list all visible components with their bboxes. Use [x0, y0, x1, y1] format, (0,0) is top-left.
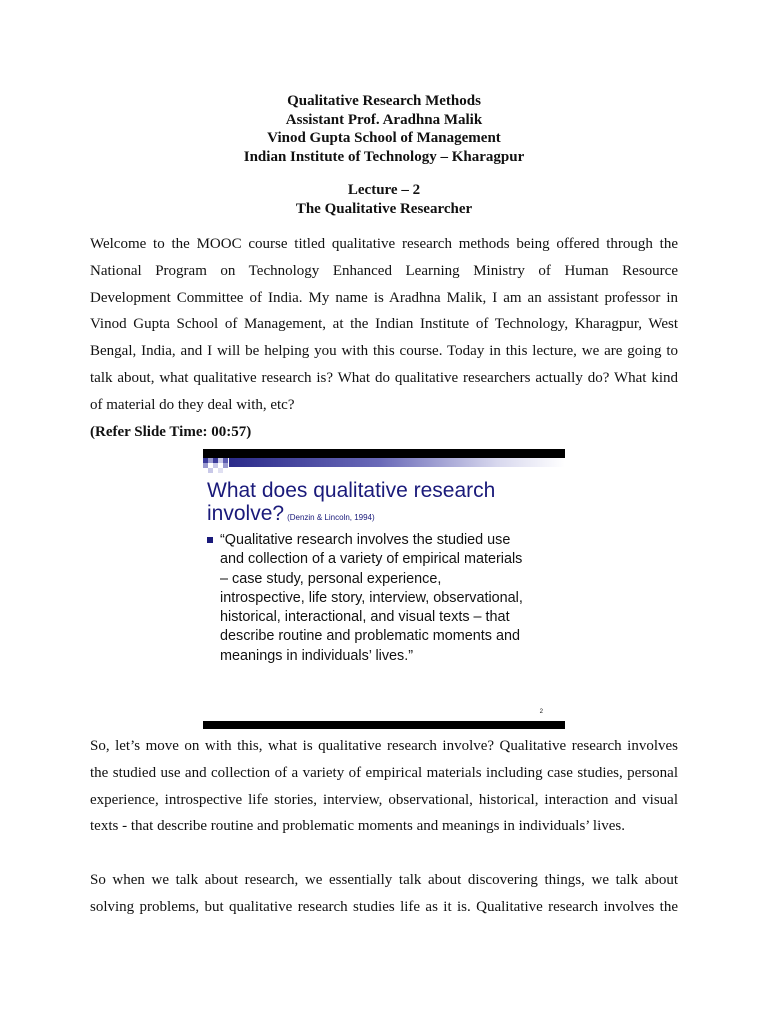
text-line: solving problems, but qualitative research studies life as it is. Qualitative research involves the	[90, 898, 678, 915]
slide-citation: (Denzin & Lincoln, 1994)	[287, 513, 375, 522]
slide-decoration-squares	[203, 458, 233, 478]
quote-line: meanings in individuals’ lives.”	[220, 647, 414, 664]
deco-square	[218, 468, 223, 473]
text-line: Vinod Gupta School of Management, at the Indian Institute of Technology, Kharagpur, West	[90, 316, 678, 333]
text-line: Welcome to the MOOC course titled qualitative research methods being offered through the	[90, 236, 678, 252]
slide-title-line	[207, 502, 495, 529]
course-title: Qualitative Research Methods	[287, 93, 481, 109]
bullet-square-icon	[207, 537, 213, 543]
document-header	[0, 92, 768, 166]
institute-name: Indian Institute of Technology – Kharagpur	[243, 148, 525, 165]
instructor-name: Assistant Prof. Aradhna Malik	[285, 111, 483, 128]
refer-slide-time: (Refer Slide Time: 00:57)	[90, 424, 252, 440]
school-name: Vinod Gupta School of Management	[267, 130, 501, 146]
quote-line: describe routine and problematic moments and	[220, 628, 520, 645]
quote-line: historical, interactional, and visual texts – that	[220, 609, 510, 626]
slide-title	[207, 479, 495, 529]
text-line: So, let’s move on with this, what is qualitative research involve? Qualitative research involves	[90, 738, 678, 754]
text-line: Development Committee of India. My name is Aradhna Malik, I am an assistant professor in	[90, 289, 678, 306]
slide-gradient-band	[229, 458, 565, 467]
lecture-slide-image	[203, 449, 565, 729]
quote-line: and collection of a variety of empirical materials	[220, 551, 523, 568]
second-paragraph	[90, 733, 678, 840]
slide-title-line: What does qualitative research	[207, 479, 496, 502]
text-line: texts - that describe routine and problematic moments and meanings in individuals’ lives.	[90, 818, 626, 835]
deco-square	[208, 468, 213, 473]
lecture-heading	[0, 181, 768, 219]
quote-line: – case study, personal experience,	[220, 570, 442, 587]
slide-bottom-bar	[203, 721, 565, 729]
deco-square	[223, 463, 228, 468]
text-line: Bengal, India, and I will be helping you with this course. Today in this lecture, we are going to	[90, 343, 678, 360]
intro-paragraph	[90, 231, 678, 419]
text-line: of material do they deal with, etc?	[90, 396, 295, 413]
text-line: So when we talk about research, we essentially talk about discovering things, we talk about	[90, 872, 678, 888]
text-line: National Program on Technology Enhanced Learning Ministry of Human Resource	[90, 262, 678, 279]
quote-line: introspective, life story, interview, observational,	[220, 589, 523, 606]
lecture-title: The Qualitative Researcher	[295, 201, 473, 217]
slide-title-word: involve?	[207, 502, 285, 525]
third-paragraph	[90, 867, 678, 921]
slide-page-number: 2	[539, 709, 543, 715]
slide-top-bar	[203, 449, 565, 458]
text-line: talk about, what qualitative research is? What do qualitative researchers actually do? What kind	[90, 369, 678, 386]
text-line: experience, introspective life stories, interview, observational, historical, interaction and visual	[90, 791, 678, 808]
lecture-number: Lecture – 2	[347, 182, 421, 198]
slide-quote	[220, 531, 565, 666]
quote-line: “Qualitative research involves the studied use	[220, 532, 511, 548]
text-line: the studied use and collection of a variety of empirical materials including case studies, personal	[90, 764, 678, 781]
